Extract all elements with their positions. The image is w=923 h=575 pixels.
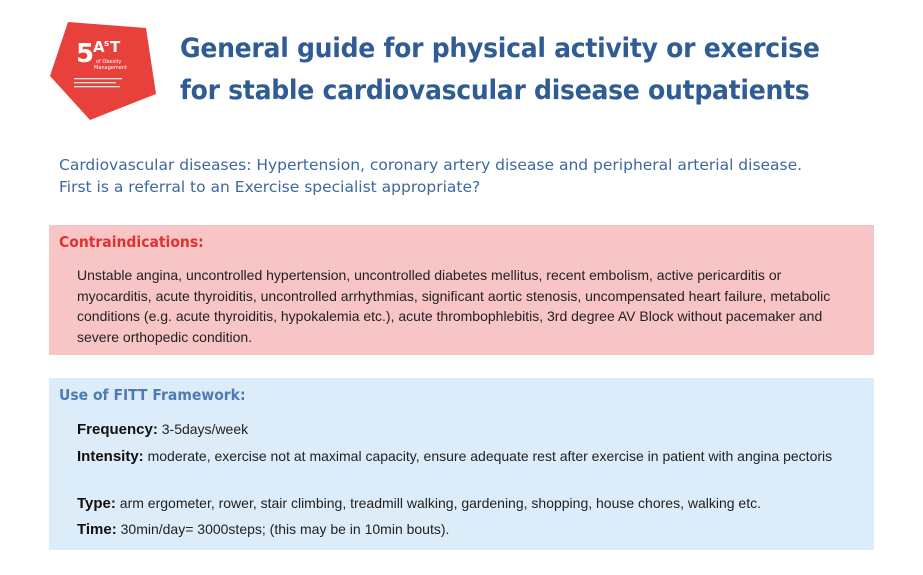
logo-pentagon-icon (46, 16, 158, 124)
page-title: General guide for physical activity or exercise for stable cardiovascular disease outpatients (180, 33, 820, 106)
contraindications-box (49, 225, 874, 355)
svg-text:s: s (104, 39, 110, 49)
contraindications-heading: Contraindications: (59, 233, 204, 251)
intro-line-1: Cardiovascular diseases: Hypertension, coronary artery disease and peripheral arterial disease. (59, 156, 803, 174)
fitt-heading: Use of FITT Framework: (59, 386, 246, 404)
svg-text:Management: Management (94, 65, 127, 71)
logo-5as (46, 16, 158, 124)
intro-text (59, 154, 879, 198)
svg-text:of Obesity: of Obesity (96, 59, 122, 65)
contraindications-text: Unstable angina, uncontrolled hypertension, uncontrolled diabetes mellitus, recent embolism, active pericarditis or myocarditis, acute thyroiditis, uncontrolled arrhythmias, significant aortic stenosis, uncompensated heart failure, metabolic conditions (e.g. acute thyroiditis, hypokalemia etc.), acute thrombophlebitis, 3rd degree AV Block without pacemaker and severe orthopedic condition. (77, 267, 831, 345)
svg-text:T: T (110, 38, 121, 56)
intensity-value: moderate, exercise not at maximal capacity, ensure adequate rest after exercise in patient with angina pectoris (147, 448, 833, 464)
intensity-label: Intensity: (77, 448, 144, 465)
svg-text:A: A (93, 38, 105, 56)
fitt-intensity (77, 446, 857, 467)
type-value: arm ergometer, rower, stair climbing, treadmill walking, gardening, shopping, house chores, walking etc. (119, 495, 761, 511)
type-label: Type: (77, 495, 116, 512)
fitt-type (77, 493, 857, 514)
time-label: Time: (77, 521, 117, 538)
time-value: 30min/day= 3000steps; (this may be in 10min bouts). (120, 521, 450, 537)
fitt-time (77, 519, 857, 540)
frequency-value: 3-5days/week (161, 421, 249, 437)
intro-line-2: First is a referral to an Exercise specialist appropriate? (59, 178, 481, 196)
frequency-label: Frequency: (77, 421, 158, 438)
fitt-frequency (77, 419, 857, 440)
fitt-box (49, 378, 874, 550)
logo-mark-text: 5 (76, 39, 95, 69)
